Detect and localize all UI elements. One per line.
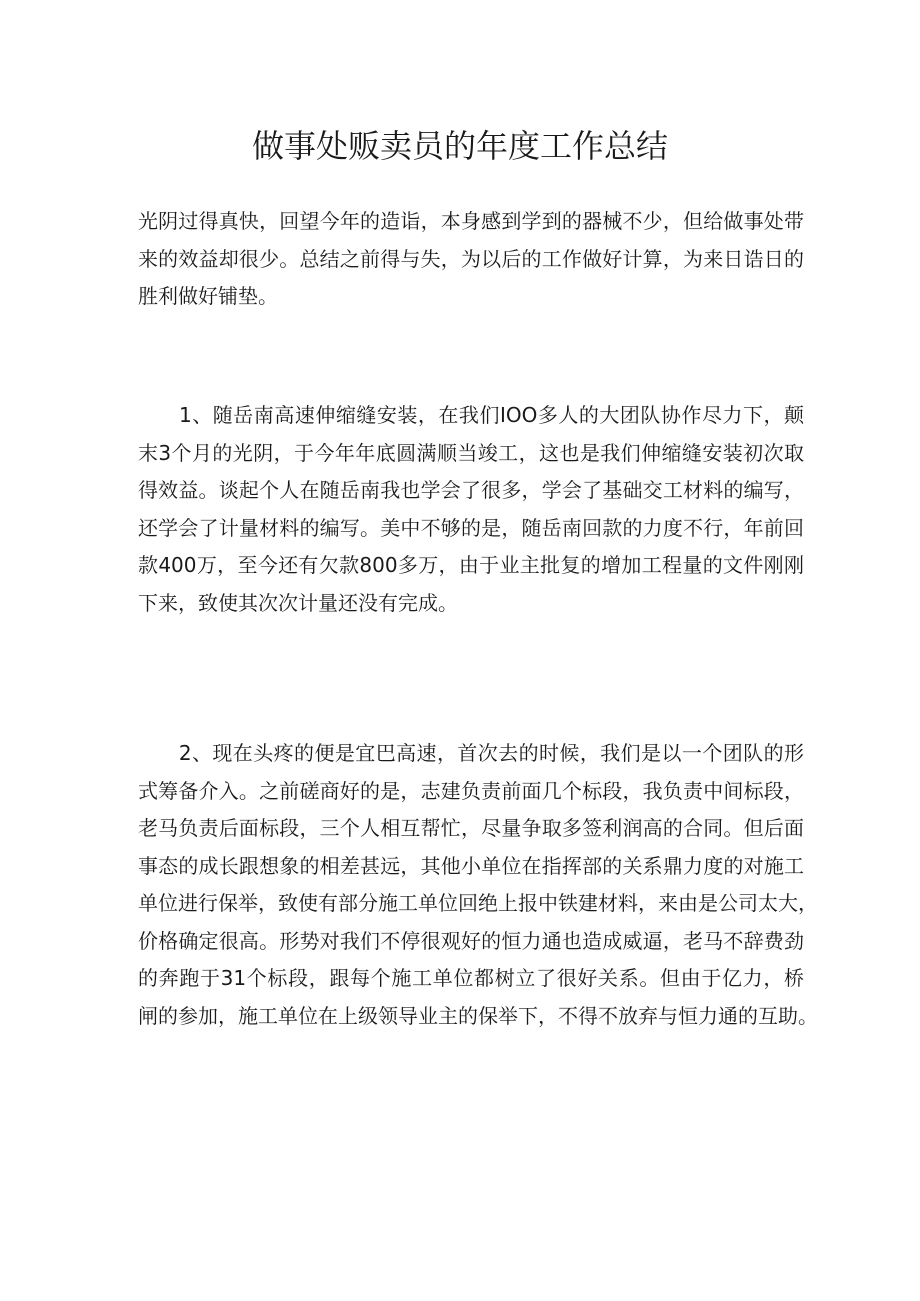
- paragraph-2: [138, 735, 818, 1035]
- text-line: 1、随岳南高速伸缩缝安装，在我们IOO多人的大团队协作尽力下，颠: [138, 403, 804, 427]
- text-line: 得效益。谈起个人在随岳南我也学会了很多，学会了基础交工材料的编写，: [138, 478, 804, 502]
- text-line: 老马负责后面标段，三个人相互帮忙，尽量争取多签利润高的合同。但后面: [138, 816, 804, 840]
- paragraph-1: [138, 397, 804, 622]
- text-line: 单位进行保举，致使有部分施工单位回绝上报中铁建材料，来由是公司太大，: [138, 891, 818, 915]
- text-line: 下来，致使其次次计量还没有完成。: [138, 590, 458, 615]
- text-line: 价格确定很高。形势对我们不停很观好的恒力通也造成威逼，老马不辞费劲: [138, 928, 804, 953]
- text-line: 还学会了计量材料的编写。美中不够的是，随岳南回款的力度不行，年前回: [138, 515, 804, 540]
- intro-paragraph: [138, 203, 804, 316]
- text-line: 闸的参加，施工单位在上级领导业主的保举下，不得不放弃与恒力通的互助。: [138, 1003, 818, 1028]
- text-line: 2、现在头疼的便是宜巴高速，首次去的时候，我们是以一个团队的形: [138, 741, 804, 765]
- text-line: 的奔跑于31个标段，跟每个施工单位都树立了很好关系。但由于亿力，桥: [138, 966, 804, 990]
- text-line: 胜利做好铺垫。: [138, 284, 278, 308]
- document-title: 做事处贩卖员的年度工作总结: [251, 127, 668, 165]
- text-line: 末3个月的光阴，于今年年底圆满顺当竣工，这也是我们伸缩缝安装初次取: [138, 440, 804, 465]
- text-line: 款400万，至今还有欠款800多万，由于业主批复的增加工程量的文件刚刚: [138, 553, 804, 577]
- text-line: 事态的成长跟想象的相差甚远，其他小单位在指挥部的关系鼎力度的对施工: [138, 853, 804, 878]
- text-line: 光阴过得真快，回望今年的造诣，本身感到学到的器械不少，但给做事处带: [138, 209, 804, 233]
- text-line: 来的效益却很少。总结之前得与失，为以后的工作做好计算，为来日诰日的: [138, 246, 804, 271]
- text-line: 式筹备介入。之前磋商好的是，志建负责前面几个标段，我负责中间标段，: [138, 778, 804, 803]
